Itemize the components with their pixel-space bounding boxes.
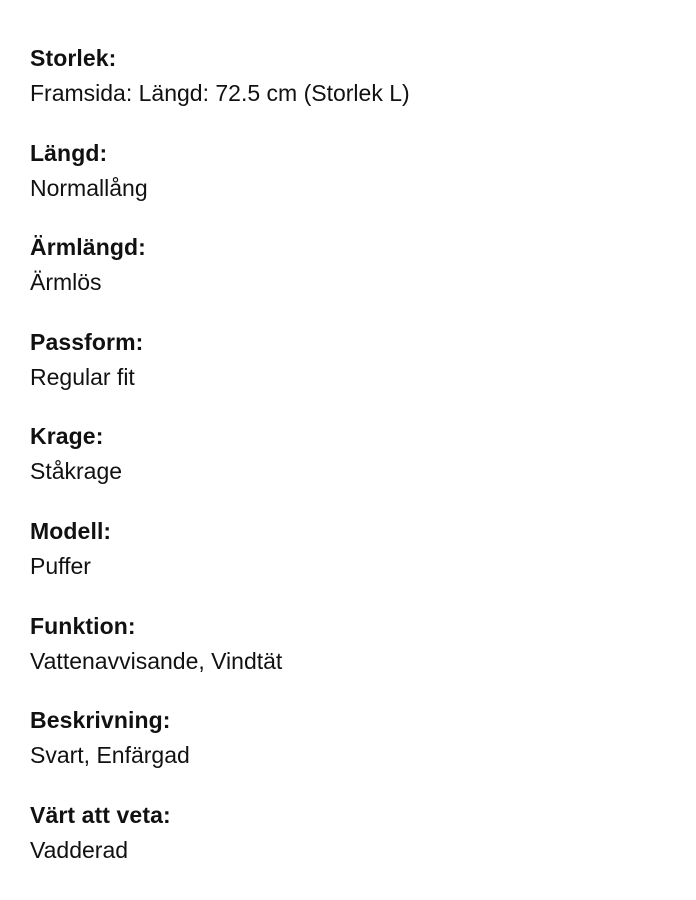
detail-value: Normallång <box>30 174 148 201</box>
detail-label: Krage: <box>30 423 104 450</box>
detail-fit <box>30 326 670 421</box>
detail-label: Längd: <box>30 139 108 166</box>
detail-value: Vattenavvisande, Vindtät <box>30 647 283 674</box>
detail-size <box>30 42 670 137</box>
detail-label: Storlek: <box>30 45 117 71</box>
detail-length <box>30 137 670 232</box>
product-details-list <box>30 42 670 893</box>
detail-value: Framsida: Längd: 72.5 cm (Storlek L) <box>30 80 410 106</box>
detail-function <box>30 610 670 705</box>
detail-value: Puffer <box>30 552 91 579</box>
detail-model <box>30 515 670 610</box>
detail-label: Passform: <box>30 328 144 355</box>
detail-description <box>30 704 670 799</box>
detail-value: Vadderad <box>30 836 129 863</box>
detail-value: Ståkrage <box>30 458 123 485</box>
detail-label: Funktion: <box>30 612 136 639</box>
detail-good-to-know <box>30 799 670 894</box>
detail-label: Modell: <box>30 517 112 544</box>
detail-label: Värt att veta: <box>30 801 171 828</box>
detail-label: Beskrivning: <box>30 707 171 734</box>
detail-value: Svart, Enfärgad <box>30 742 190 769</box>
detail-sleeve-length <box>30 231 670 326</box>
detail-value: Ärmlös <box>30 269 102 296</box>
detail-value: Regular fit <box>30 363 135 390</box>
detail-collar <box>30 420 670 515</box>
detail-label: Ärmlängd: <box>30 234 146 261</box>
